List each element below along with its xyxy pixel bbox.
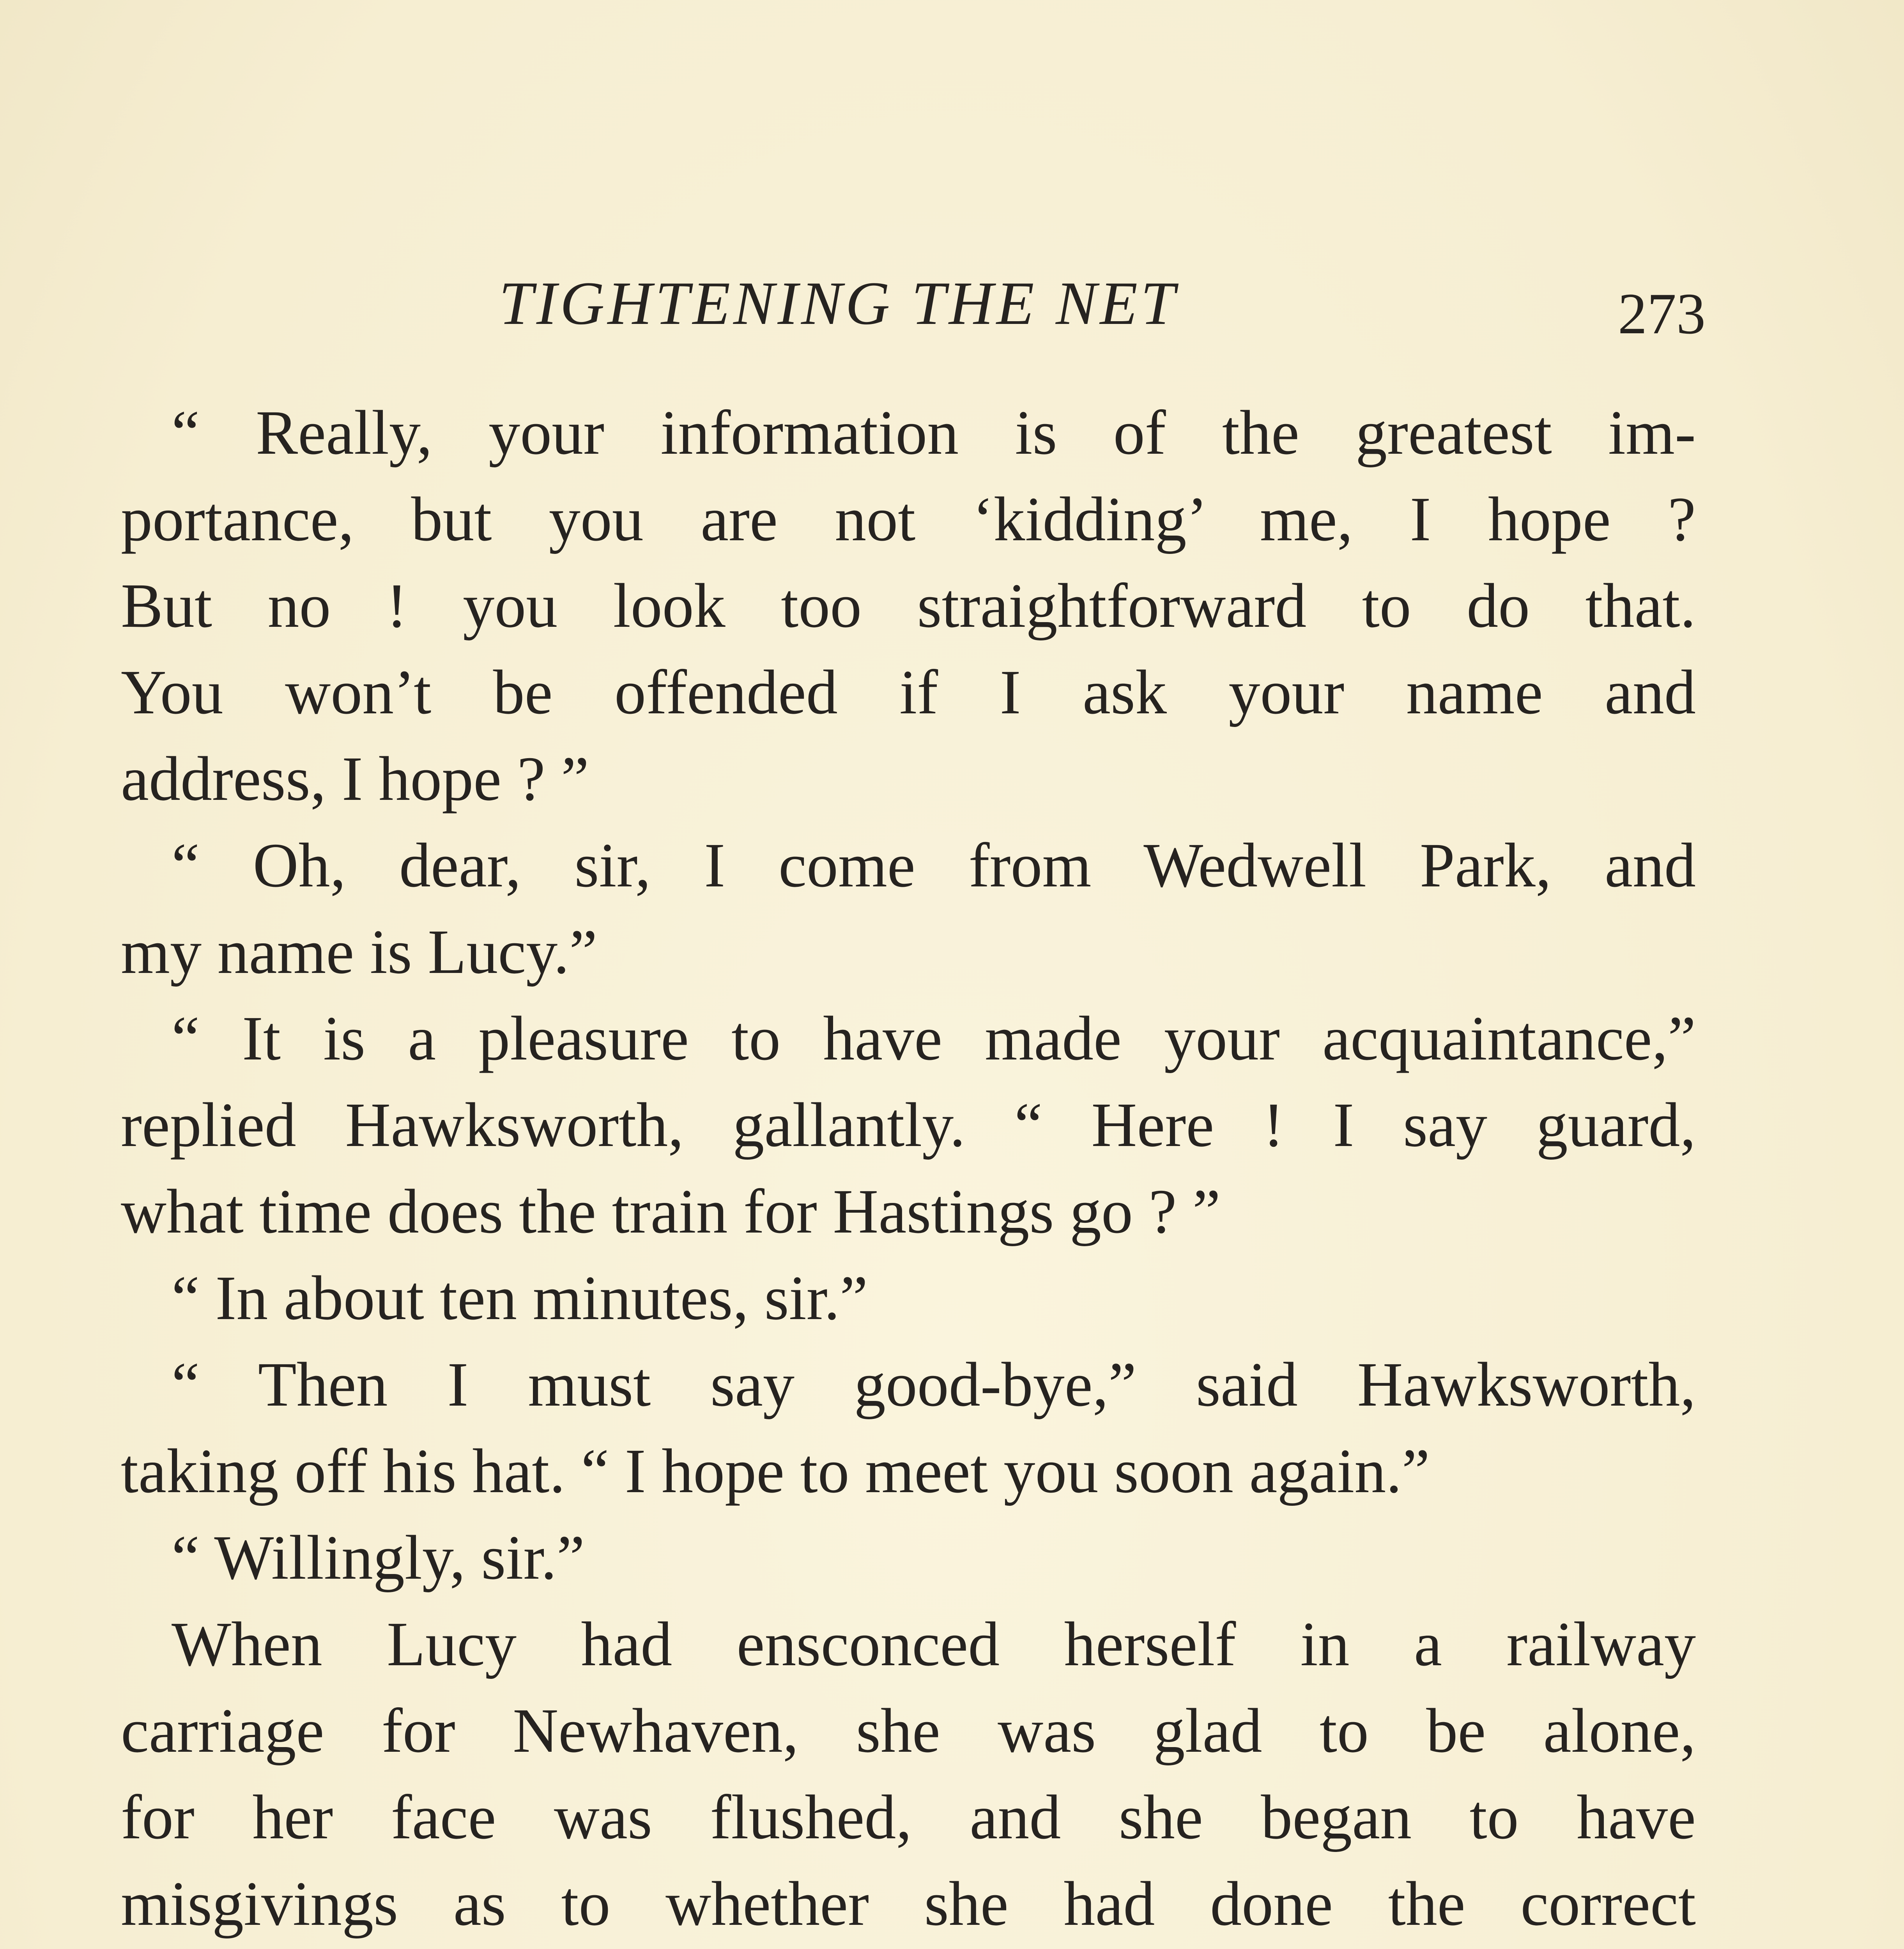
text-line: replied Hawksworth, gallantly. “ Here ! I say guard, bbox=[121, 1090, 1696, 1160]
page-number: 273 bbox=[1618, 281, 1706, 346]
text-line: carriage for Newhaven, she was glad to be alone, bbox=[121, 1696, 1696, 1766]
text-line: “ In about ten minutes, sir.” bbox=[172, 1263, 868, 1333]
text-line: what time does the train for Hastings go ? ” bbox=[121, 1177, 1221, 1247]
text-line: “ Willingly, sir.” bbox=[172, 1523, 585, 1593]
text-line: “ Oh, dear, sir, I come from Wedwell Park, and bbox=[172, 831, 1696, 900]
text-line: When Lucy had ensconced herself in a railway bbox=[172, 1609, 1696, 1679]
body-text bbox=[121, 390, 1696, 1949]
text-line: misgivings as to whether she had done the correct bbox=[121, 1869, 1696, 1939]
text-line: But no ! you look too straightforward to do that. bbox=[121, 571, 1696, 641]
text-line: taking off his hat. “ I hope to meet you soon again.” bbox=[121, 1436, 1430, 1506]
text-line: You won’t be offended if I ask your name and bbox=[121, 658, 1696, 727]
text-line: “ Then I must say good-bye,” said Hawksworth, bbox=[172, 1350, 1696, 1420]
text-line: portance, but you are not ‘kidding’ me, I hope ? bbox=[121, 485, 1696, 554]
text-line: “ Really, your information is of the greatest im- bbox=[172, 398, 1696, 468]
text-line: for her face was flushed, and she began to have bbox=[121, 1783, 1696, 1852]
text-line: address, I hope ? ” bbox=[121, 744, 589, 814]
text-line bbox=[121, 1947, 1696, 1949]
text-line: my name is Lucy.” bbox=[121, 917, 598, 987]
text-line: “ It is a pleasure to have made your acquaintance,” bbox=[172, 1004, 1696, 1074]
running-head-title: TIGHTENING THE NET bbox=[499, 269, 1178, 338]
